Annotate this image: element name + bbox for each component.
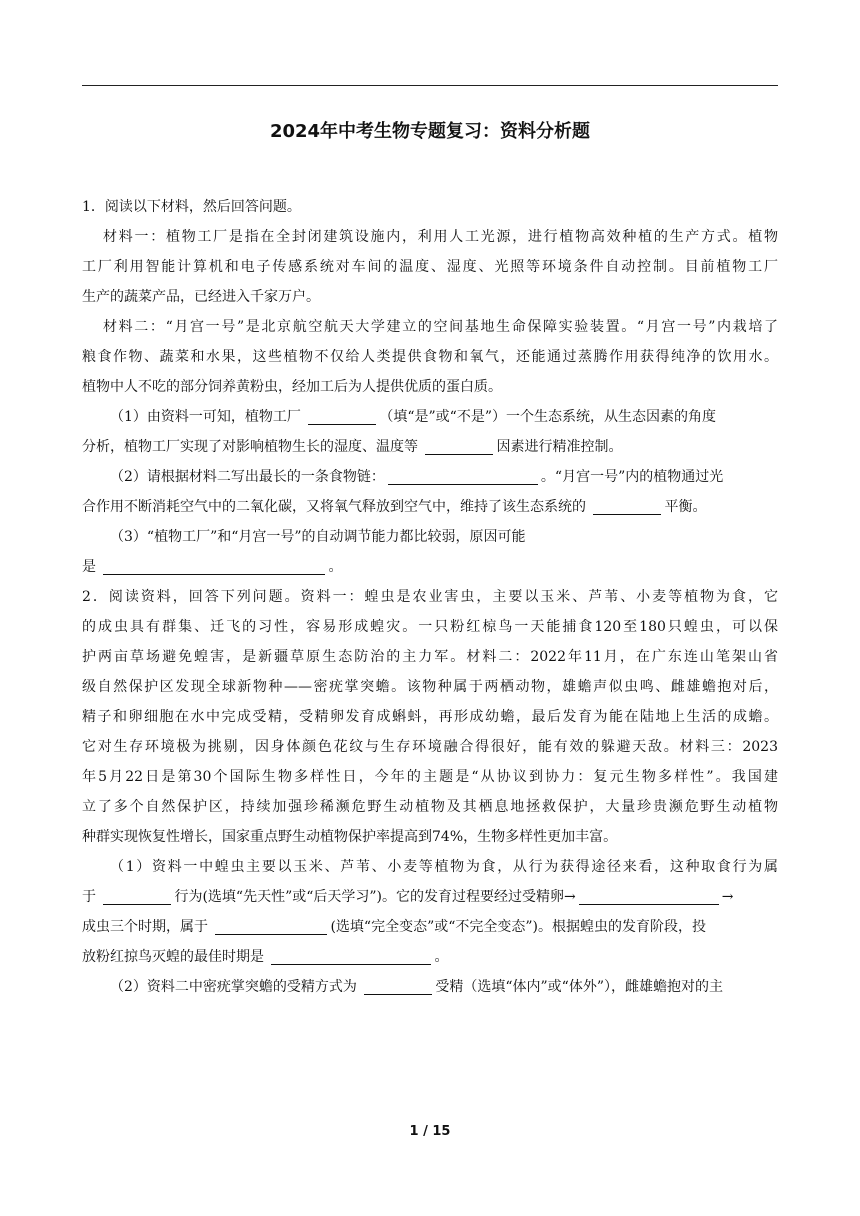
q1-intro: 1．阅读以下材料，然后回答问题。 <box>82 199 301 215</box>
q2-passage-line6: 它对生存环境极为挑剔，因身体颜色花纹与生存环境融合得很好，能有效的躲避天敌。材料三：2023 <box>82 739 778 755</box>
document-body <box>82 192 778 1002</box>
answer-blank[interactable] <box>579 886 719 905</box>
answer-blank[interactable] <box>425 436 493 455</box>
answer-blank[interactable] <box>364 976 432 995</box>
q1-material1-line1: 材料一：植物工厂是指在全封闭建筑设施内，利用人工光源，进行植物高效种植的生产方式。植物 <box>103 229 778 245</box>
q1-sub2-line2: 合作用不断消耗空气中的二氧化碳，又将氧气释放到空气中，维持了该生态系统的 平衡。 <box>82 492 778 522</box>
q2-sub1-line3: 成虫三个时期，属于 (选填“完全变态”或“不完全变态”)。根据蝗虫的发育阶段，投 <box>82 912 778 942</box>
q1-material2-line3: 植物中人不吃的部分饲养黄粉虫，经加工后为人提供优质的蛋白质。 <box>82 379 502 395</box>
q2-passage-line2: 的成虫具有群集、迁飞的习性，容易形成蝗灾。一只粉红椋鸟一天能捕食120至180只蝗虫，可以保 <box>82 619 778 635</box>
q2-passage-line3: 护两亩草场避免蝗害，是新疆草原生态防治的主力军。材料二：2022年11月，在广东连山笔架山省 <box>82 649 778 665</box>
q2-sub2-line1: （2）资料二中密疣掌突蟾的受精方式为 受精（选填“体内”或“体外”），雌雄蟾抱对的主 <box>82 972 778 1002</box>
answer-blank[interactable] <box>593 496 661 515</box>
q2-passage-line1: 2．阅读资料，回答下列问题。资料一：蝗虫是农业害虫，主要以玉米、芦苇、小麦等植物为食，它 <box>82 589 778 605</box>
q1-sub2-line1: （2）请根据材料二写出最长的一条食物链： 。“月宫一号”内的植物通过光 <box>82 462 778 492</box>
q2-passage-line4: 级自然保护区发现全球新物种——密疣掌突蟾。该物种属于两栖动物，雄蟾声似虫鸣、雌雄蟾抱对后， <box>82 679 778 695</box>
header-rule <box>82 85 778 86</box>
q1-sub1-line1: （1）由资料一可知，植物工厂 （填“是”或“不是”）一个生态系统，从生态因素的角度 <box>82 402 778 432</box>
q2-passage-line7: 年5月22日是第30个国际生物多样性日，今年的主题是“从协议到协力：复元生物多样性”。我国建 <box>82 769 778 785</box>
q2-sub1-line2: 于 行为(选填“先天性”或“后天学习”)。它的发育过程要经过受精卵→ → <box>82 882 778 912</box>
answer-blank[interactable] <box>271 946 431 965</box>
q1-material2-line2: 粮食作物、蔬菜和水果，这些植物不仅给人类提供食物和氧气，还能通过蒸腾作用获得纯净的饮用水。 <box>82 349 778 365</box>
answer-blank[interactable] <box>308 406 376 425</box>
q2-sub1-line4: 放粉红掠鸟灭蝗的最佳时期是 。 <box>82 942 778 972</box>
q2-passage-line9: 种群实现恢复性增长，国家重点野生动植物保护率提高到74%，生物多样性更加丰富。 <box>82 829 618 845</box>
page-number: 1 / 15 <box>409 1124 451 1139</box>
q1-sub3-line1: （3）“植物工厂”和“月宫一号”的自动调节能力都比较弱，原因可能 <box>110 529 526 545</box>
q2-passage-line8: 立了多个自然保护区，持续加强珍稀濒危野生动植物及其栖息地拯救保护，大量珍贵濒危野生动植物 <box>82 799 778 815</box>
q1-sub3-line2: 是 。 <box>82 552 778 582</box>
q1-material1-line3: 生产的蔬菜产品，已经进入千家万户。 <box>82 289 320 305</box>
answer-blank[interactable] <box>388 466 538 485</box>
answer-blank[interactable] <box>103 886 171 905</box>
q2-passage-line5: 精子和卵细胞在水中完成受精，受精卵发育成蝌蚪，再形成幼蟾，最后发育为能在陆地上生活的成蟾。 <box>82 709 778 725</box>
q1-material1-line2: 工厂利用智能计算机和电子传感系统对车间的温度、湿度、光照等环境条件自动控制。目前植物工厂 <box>82 259 778 275</box>
answer-blank[interactable] <box>215 916 327 935</box>
page-title: 2024年中考生物专题复习：资料分析题 <box>269 121 591 142</box>
answer-blank[interactable] <box>103 556 325 575</box>
q1-sub1-line2: 分析，植物工厂实现了对影响植物生长的湿度、温度等 因素进行精准控制。 <box>82 432 778 462</box>
q1-material2-line1: 材料二：“月宫一号”是北京航空航天大学建立的空间基地生命保障实验装置。“月宫一号”内栽培了 <box>103 319 778 335</box>
q2-sub1-line1: （1）资料一中蝗虫主要以玉米、芦苇、小麦等植物为食，从行为获得途径来看，这种取食行为属 <box>110 859 778 875</box>
